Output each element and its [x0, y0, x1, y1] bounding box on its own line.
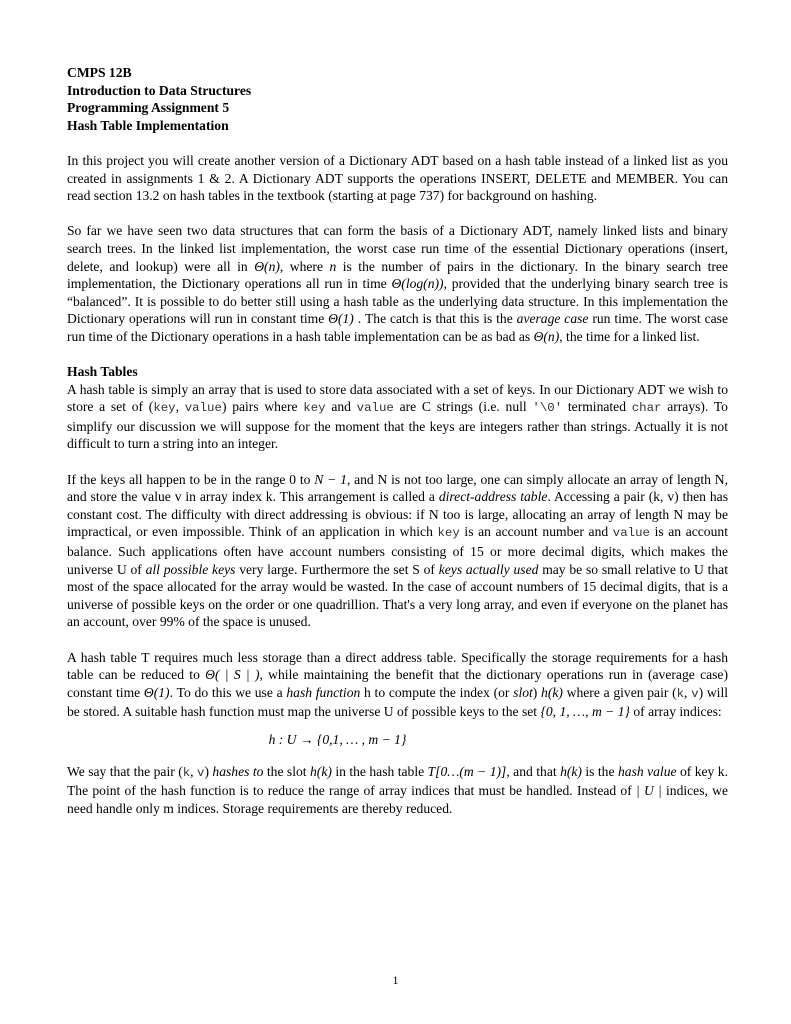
hash-tables-paragraph-4: We say that the pair (k, v) hashes to the slot h(k) in the hash table T[0…(m − 1)], and that h(k) is the hash value of key k. The point of the hash function is to reduce the range of array indices that must be handled. Instead of | U | indices, we need handle only m indices. Storage requirements are thereby reduced.: [67, 763, 728, 816]
hash-tables-paragraph-2: If the keys all happen to be in the range 0 to N − 1, and N is not too large, one can simply allocate an array of length N, and store the value v in array index k. This arrangement is called a direct-address table. Accessing a pair (k, v) then has constant cost. The difficulty with direct addressing is obvious: if N too is large, allocating an array of length N may be impractical, or even impossible. Think of an application in which key is an account number and value is an account balance. Such applications often have account numbers consisting of 15 or more decimal digits, which makes the universe U of all possible keys very large. Furthermore the set S of keys actually used may be so small relative to U that most of the space allocated for the array would be wasted. In the case of account numbers of 15 decimal digits, that is a universe of possible keys on the order or one quadrillion. That's a very long array, and even if everyone on the planet has an account, over 99% of the space is unused.: [67, 471, 728, 630]
assignment-title: Hash Table Implementation: [67, 117, 229, 133]
course-code: CMPS 12B: [67, 65, 132, 80]
course-subject: Introduction to Data Structures: [67, 82, 252, 98]
hash-tables-paragraph-3: A hash table T requires much less storage than a direct address table. Specifically the storage requirements for a hash table can be reduced to Θ( | S | ), while maintaining the benefit that the dictionary operations run in (average case) constant time Θ(1). To do this we use a hash function h to compute the index (or slot) h(k) where a given pair (k, v) will be stored. A suitable hash function must map the universe U of possible keys to the set {0, 1, …, m − 1} of array indices:: [67, 649, 728, 720]
intro-paragraph-2: So far we have seen two data structures that can form the basis of a Dictionary ADT, namely linked lists and binary search trees. In the linked list implementation, the worst case run time of the essential Dictionary operations (insert, delete, and lookup) were all in Θ(n), where n is the number of pairs in the dictionary. In the binary search tree implementation, the Dictionary operations all run in time Θ(log(n)), provided that the underlying binary search tree is “balanced”. It is possible to do better still using a hash table as the underlying data structure. In this implementation the Dictionary operations will run in constant time Θ(1) . The catch is that this is the average case run time. The worst case run time of the Dictionary operations in a hash table implementation can be as bad as Θ(n), the time for a linked list.: [67, 223, 728, 344]
hash-tables-paragraph-1: A hash table is simply an array that is used to store data associated with a set of keys. In our Dictionary ADT we wish to store a set of (key, value) pairs where key and value are C strings (i.e. null '\0' terminated char arrays). To simplify our discussion we will suppose for the moment that the keys are integers rather than strings. Actually it is not difficult to turn a string into an integer.: [67, 381, 728, 452]
hash-function-formula: h : U → {0,1, … , m − 1}: [268, 731, 407, 747]
assignment-number: Programming Assignment 5: [67, 100, 230, 116]
page-number: 1: [392, 973, 399, 987]
intro-paragraph-1: In this project you will create another version of a Dictionary ADT based on a hash table instead of a linked list as you created in assignments 1 & 2. A Dictionary ADT supports the operations INSERT, DELETE and MEMBER. You can read section 13.2 on hash tables in the textbook (starting at page 737) for background on hashing.: [67, 152, 728, 204]
document-page: [67, 64, 728, 817]
hash-tables-heading: Hash Tables: [67, 364, 138, 380]
